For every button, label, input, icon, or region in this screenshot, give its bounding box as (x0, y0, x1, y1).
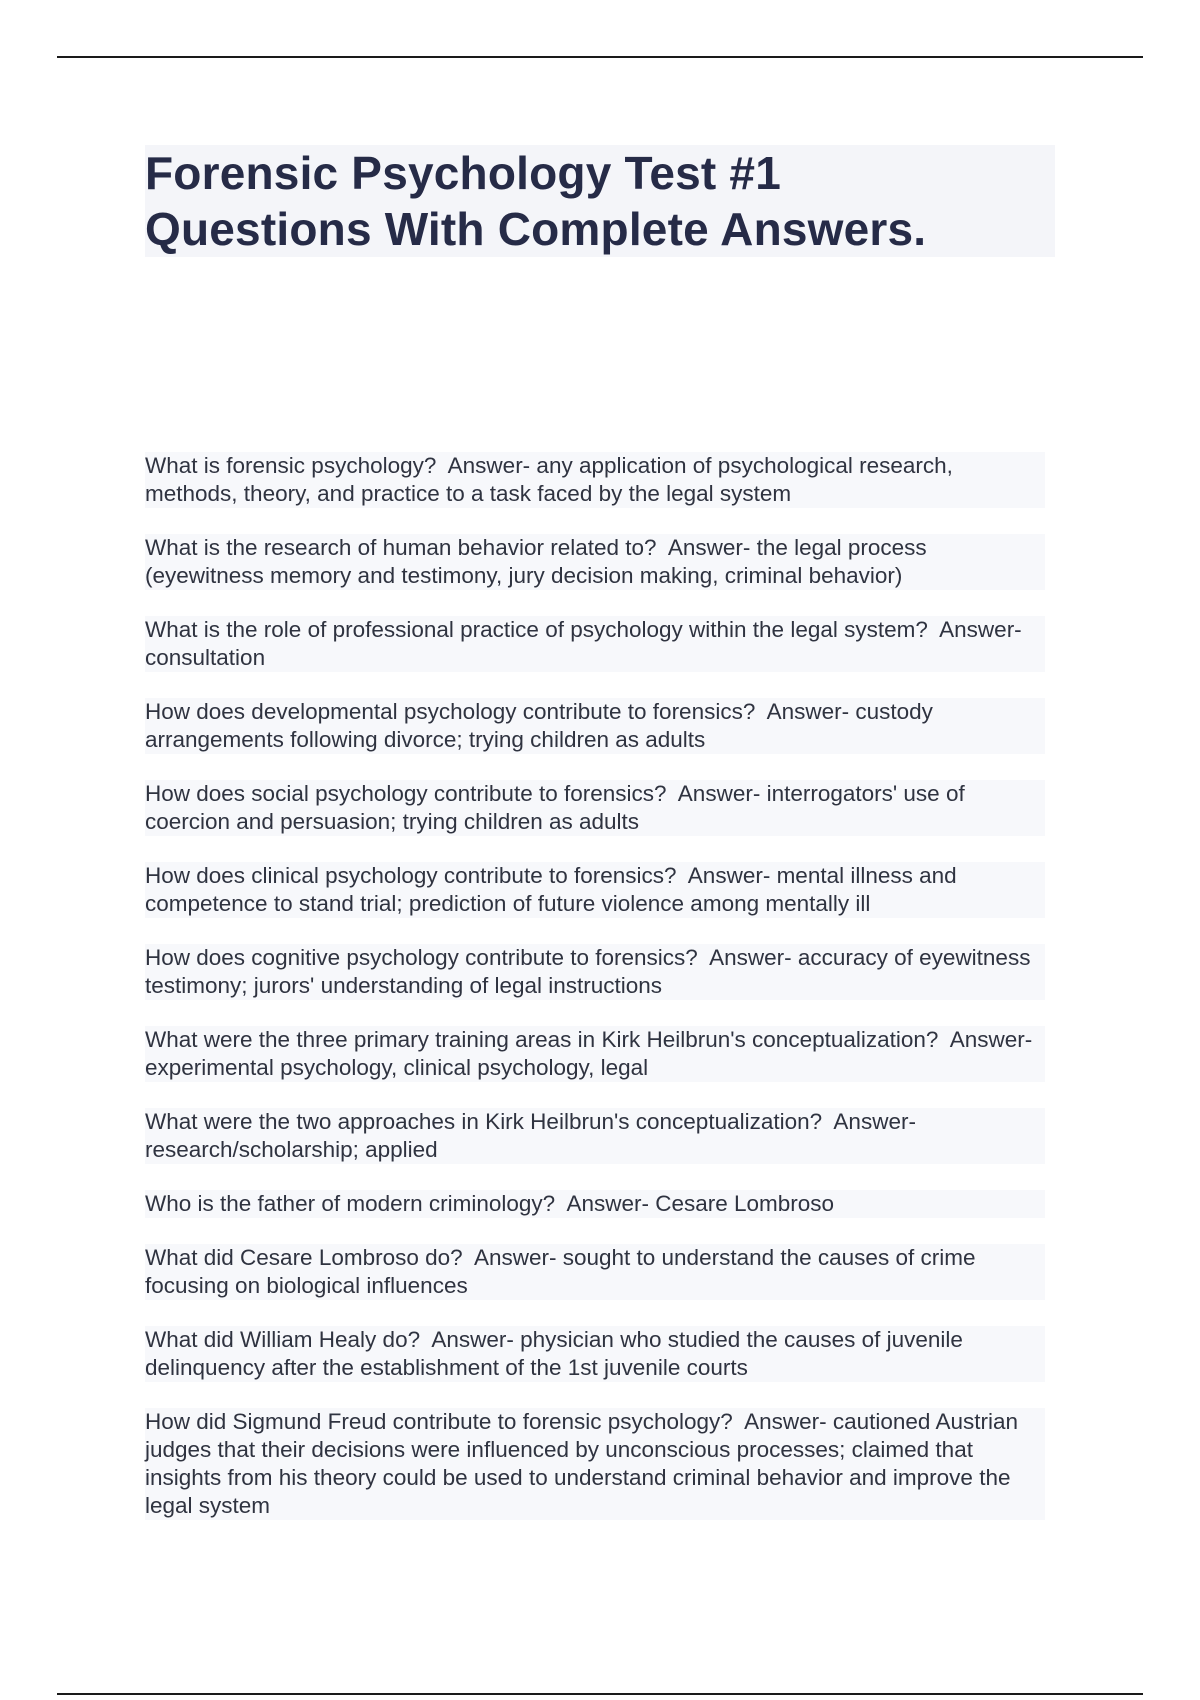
bottom-divider (57, 1693, 1143, 1695)
question-text: Who is the father of modern criminology? (145, 1191, 556, 1216)
question-text: What did Cesare Lombroso do? (145, 1245, 463, 1270)
qa-item (145, 780, 1045, 836)
question-text: How does social psychology contribute to forensics? (145, 781, 667, 806)
qa-item (145, 1326, 1045, 1382)
title-line-2: Questions With Complete Answers. (145, 203, 927, 255)
answer-text: Answer- cautioned Austrian judges that their decisions were influenced by unconscious processes; claimed that insights from his theory could be used to understand criminal behavior and improve the legal system (145, 1409, 1018, 1518)
title-line-1: Forensic Psychology Test #1 (145, 147, 781, 199)
qa-item (145, 1244, 1045, 1300)
qa-list (145, 452, 1045, 1546)
question-text: How does cognitive psychology contribute to forensics? (145, 945, 698, 970)
qa-item (145, 534, 1045, 590)
question-text: How does clinical psychology contribute to forensics? (145, 863, 677, 888)
top-divider (57, 56, 1143, 58)
qa-item (145, 944, 1045, 1000)
question-text: How did Sigmund Freud contribute to forensic psychology? (145, 1409, 733, 1434)
title-block (145, 145, 1055, 257)
answer-text: Answer- interrogators' use of coercion and persuasion; trying children as adults (145, 781, 965, 834)
answer-text: Answer- accuracy of eyewitness testimony; jurors' understanding of legal instructions (145, 945, 1031, 998)
answer-text: Answer- sought to understand the causes of crime focusing on biological influences (145, 1245, 976, 1298)
qa-item (145, 452, 1045, 508)
answer-text: Answer- any application of psychological research, methods, theory, and practice to a task faced by the legal system (145, 453, 953, 506)
question-text: What did William Healy do? (145, 1327, 421, 1352)
answer-text: Answer- Cesare Lombroso (566, 1191, 835, 1216)
answer-text: Answer- consultation (145, 617, 1022, 670)
qa-item (145, 1190, 1045, 1218)
question-text: What is the research of human behavior related to? (145, 535, 657, 560)
answer-text: Answer- experimental psychology, clinical psychology, legal (145, 1027, 1033, 1080)
answer-text: Answer- physician who studied the causes of juvenile delinquency after the establishment of the 1st juvenile courts (145, 1327, 963, 1380)
question-text: What is the role of professional practice of psychology within the legal system? (145, 617, 928, 642)
answer-text: Answer- research/scholarship; applied (145, 1109, 916, 1162)
qa-item (145, 1408, 1045, 1520)
answer-text: Answer- mental illness and competence to stand trial; prediction of future violence among mentally ill (145, 863, 957, 916)
qa-item (145, 698, 1045, 754)
page-title (145, 145, 1055, 257)
qa-item (145, 862, 1045, 918)
question-text: What were the two approaches in Kirk Heilbrun's conceptualization? (145, 1109, 823, 1134)
answer-text: Answer- the legal process (eyewitness memory and testimony, jury decision making, criminal behavior) (145, 535, 927, 588)
qa-item (145, 1026, 1045, 1082)
question-text: How does developmental psychology contribute to forensics? (145, 699, 756, 724)
qa-item (145, 1108, 1045, 1164)
qa-item (145, 616, 1045, 672)
question-text: What were the three primary training areas in Kirk Heilbrun's conceptualization? (145, 1027, 939, 1052)
question-text: What is forensic psychology? (145, 453, 437, 478)
answer-text: Answer- custody arrangements following divorce; trying children as adults (145, 699, 933, 752)
